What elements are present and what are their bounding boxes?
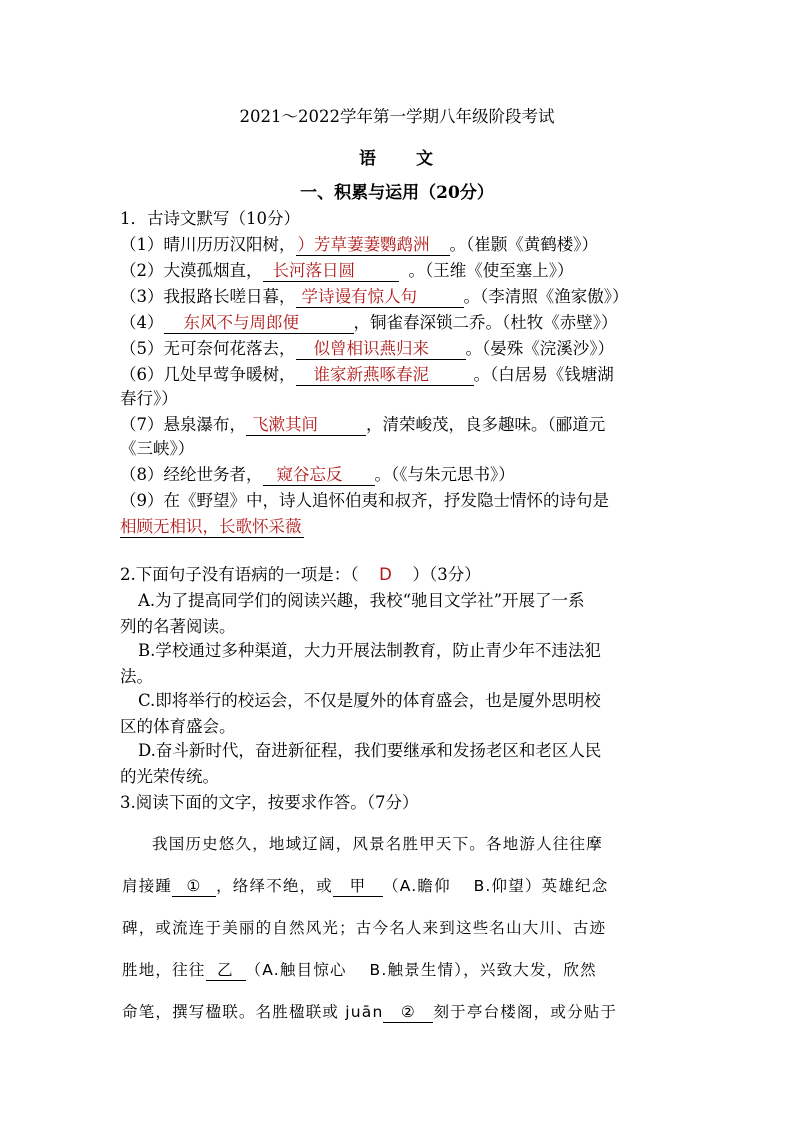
q1-item-5-pre: （5）无可奈何花落去， (120, 339, 296, 358)
q1-item-1-post: 。（崔颢《黄鹤楼》） (449, 235, 598, 254)
q2-option-a: A.为了提高同学们的阅读兴趣，我校“驰目文学社”开展了一系 (138, 591, 585, 610)
q3-blank-jia[interactable]: 甲 (333, 876, 383, 897)
q1-item-1 (120, 232, 680, 258)
q3-line2-c: （A.瞻仰 B.仰望）英雄纪念 (383, 877, 609, 895)
q2-option-c-cont: 区的体育盛会。 (120, 717, 236, 736)
q1-title: 1．古诗文默写（10分） (120, 209, 300, 228)
q3-para-line-5 (122, 1000, 682, 1023)
q2-option-a-cont: 列的名著阅读。 (120, 617, 236, 636)
q1-item-9-answer-row (120, 514, 680, 540)
q1-item-3-pre: （3）我报路长嗟日暮， (120, 287, 296, 306)
q1-item-7-answer[interactable]: 飞漱其间 (246, 415, 366, 436)
q1-item-2-pre: （2）大漠孤烟直， (120, 261, 263, 280)
q3-para-line-4 (122, 958, 682, 981)
q1-item-8 (120, 462, 680, 488)
q2-stem-post: ）（3分） (412, 565, 481, 584)
q1-item-7-cont: 《三峡》） (120, 439, 195, 458)
q3-line2-b: ，络绎不绝，或 (216, 877, 334, 895)
q1-item-3-answer[interactable]: 学诗谩有惊人句 (296, 287, 464, 308)
q1-item-8-answer[interactable]: 窥谷忘反 (263, 465, 375, 486)
q1-item-6 (120, 362, 680, 388)
subject-char-2: 文 (416, 149, 435, 169)
q3-title: 3.阅读下面的文字，按要求作答。（7分） (120, 793, 419, 812)
q1-item-2 (120, 258, 680, 284)
q3-line5-a: 命笔，撰写楹联。名胜楹联或 juān (122, 1003, 384, 1021)
q2-option-b-cont: 法。 (120, 667, 153, 686)
q1-item-1-pre: （1）晴川历历汉阳树， (120, 235, 296, 254)
q3-line2-a: 肩接踵 (122, 877, 173, 895)
q1-item-7-post: ，清荣峻茂，良多趣味。（郦道元 (366, 415, 606, 434)
q1-item-6-cont: 春行》） (120, 389, 178, 408)
q1-item-9: （9）在《野望》中，诗人追怀伯夷和叔齐，抒发隐士情怀的诗句是 (120, 491, 609, 510)
q1-item-4 (120, 310, 680, 336)
q3-line5-b: 刻于亭台楼阁，或分贴于 (433, 1003, 618, 1021)
q2-option-d: D.奋斗新时代，奋进新征程，我们要继承和发扬老区和老区人民 (138, 741, 602, 760)
q1-item-8-post: 。（《与朱元思书》） (374, 465, 515, 484)
q1-item-3-post: 。（李清照《渔家傲》） (463, 287, 629, 306)
section-heading: 一、积累与运用（20分） (300, 183, 494, 203)
q1-item-3 (120, 284, 680, 310)
q3-blank-1[interactable]: ① (172, 876, 216, 897)
q2-answer[interactable]: D (379, 565, 392, 584)
subject-char-1: 语 (359, 149, 378, 169)
q1-item-7 (120, 412, 680, 438)
q1-item-9-answer[interactable]: 相顾无相识，长歌怀采薇 (120, 517, 302, 536)
q3-line4-a: 胜地，往往 (122, 961, 206, 979)
q1-item-6-pre: （6）几处早莺争暖树， (120, 365, 296, 384)
q2-stem-pre: 2.下面句子没有语病的一项是：（ (120, 565, 359, 584)
q1-item-5-post: 。（晏殊《浣溪沙》） (465, 339, 614, 358)
subject-title (0, 146, 794, 172)
q3-blank-2[interactable]: ② (383, 1002, 433, 1023)
q1-item-8-pre: （8）经纶世务者， (120, 465, 263, 484)
q3-blank-yi[interactable]: 乙 (206, 960, 246, 981)
q3-para-line-3: 碑，或流连于美丽的自然风光；古今名人来到这些名山大川、古迹 (122, 919, 607, 937)
q1-item-2-answer[interactable]: 长河落日圆 (263, 261, 399, 282)
q1-item-5-answer[interactable]: 似曾相识燕归来 (296, 339, 466, 360)
q1-item-7-pre: （7）悬泉瀑布， (120, 415, 246, 434)
q1-item-6-answer[interactable]: 谁家新燕啄春泥 (296, 365, 474, 386)
q1-item-4-post: ，铜雀春深锁二乔。（杜牧《赤壁》） (353, 313, 618, 332)
q3-line4-b: （A.触目惊心 B.触景生情），兴致大发，欣然 (245, 961, 597, 979)
q2-stem (120, 562, 680, 588)
q3-para-line-1: 我国历史悠久，地域辽阔，风景名胜甲天下。各地游人往往摩 (152, 835, 603, 853)
q2-option-b: B.学校通过多种渠道，大力开展法制教育，防止青少年不违法犯 (138, 641, 601, 660)
q2-option-d-cont: 的光荣传统。 (120, 767, 219, 786)
q1-item-1-answer[interactable]: ）芳草萋萋鹦鹉洲 (296, 235, 450, 256)
q3-para-line-2 (122, 874, 682, 897)
q1-item-4-pre: （4） (120, 313, 164, 332)
q1-item-2-post: 。（王维《使至塞上》） (408, 261, 574, 280)
q2-option-c: C.即将举行的校运会，不仅是厦外的体育盛会，也是厦外思明校 (138, 691, 601, 710)
exam-title: 2021～2022学年第一学期八年级阶段考试 (239, 107, 555, 126)
q1-item-6-post: 。（白居易《钱塘湖 (473, 365, 614, 384)
q1-item-5 (120, 336, 680, 362)
q1-item-4-answer[interactable]: 东风不与周郎便 (164, 313, 354, 334)
